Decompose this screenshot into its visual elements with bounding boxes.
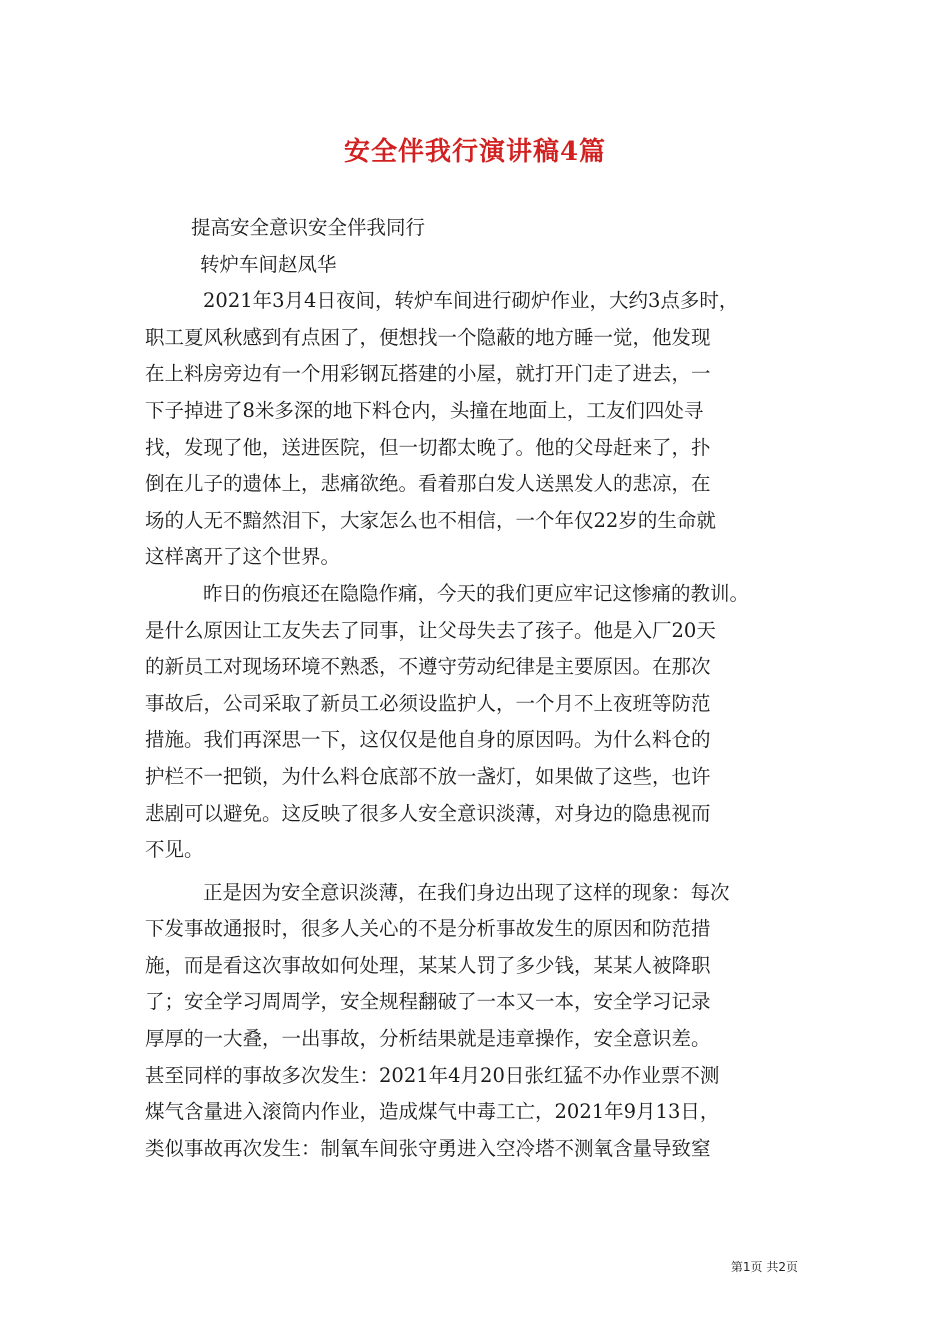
paragraph-3-line-8: 类似事故再次发生：制氧车间张守勇进入空冷塔不测氧含量导致窒 bbox=[145, 1136, 711, 1160]
paragraph-2-line-8: 不见。 bbox=[145, 838, 204, 862]
paragraph-3-line-1: 正是因为安全意识淡薄，在我们身边出现了这样的现象：每次 bbox=[203, 880, 730, 904]
paragraph-3-line-5: 厚厚的一大叠，一出事故，分析结果就是违章操作，安全意识差。 bbox=[145, 1027, 711, 1051]
speech-subtitle: 提高安全意识安全伴我同行 bbox=[191, 216, 426, 239]
paragraph-1-line-1: 2021年3月4日夜间，转炉车间进行砌炉作业，大约3点多时， bbox=[203, 289, 739, 313]
paragraph-2-line-4: 事故后，公司采取了新员工必须设监护人，一个月不上夜班等防范 bbox=[145, 691, 711, 715]
paragraph-2-line-7: 悲剧可以避免。这反映了很多人安全意识淡薄，对身边的隐患视而 bbox=[145, 801, 711, 825]
paragraph-1-line-2: 职工夏风秋感到有点困了，便想找一个隐蔽的地方睡一觉，他发现 bbox=[145, 325, 711, 349]
document-title: 安全伴我行演讲稿4篇 bbox=[343, 137, 607, 167]
paragraph-3-line-6: 甚至同样的事故多次发生：2021年4月20日张红猛不办作业票不测 bbox=[145, 1063, 720, 1087]
paragraph-3-line-4: 了；安全学习周周学，安全规程翻破了一本又一本，安全学习记录 bbox=[145, 990, 711, 1014]
paragraph-2-line-5: 措施。我们再深思一下，这仅仅是他自身的原因吗。为什么料仓的 bbox=[145, 728, 711, 752]
paragraph-1-line-8: 这样离开了这个世界。 bbox=[145, 545, 341, 569]
paragraph-2-line-6: 护栏不一把锁，为什么料仓底部不放一盏灯，如果做了这些，也许 bbox=[145, 764, 711, 788]
paragraph-2-line-3: 的新员工对现场环境不熟悉，不遵守劳动纪律是主要原因。在那次 bbox=[145, 655, 711, 679]
paragraph-1-line-6: 倒在儿子的遗体上，悲痛欲绝。看着那白发人送黑发人的悲凉，在 bbox=[145, 472, 711, 496]
paragraph-3-line-3: 施，而是看这次事故如何处理，某某人罚了多少钱，某某人被降职 bbox=[145, 953, 711, 977]
paragraph-1-line-4: 下子掉进了8米多深的地下料仓内，头撞在地面上，工友们四处寻 bbox=[145, 398, 704, 422]
paragraph-1-line-7: 场的人无不黯然泪下，大家怎么也不相信，一个年仅22岁的生命就 bbox=[145, 508, 716, 532]
paragraph-3-line-7: 煤气含量进入滚筒内作业，造成煤气中毒工亡，2021年9月13日， bbox=[145, 1100, 720, 1124]
paragraph-1-line-3: 在上料房旁边有一个用彩钢瓦搭建的小屋，就打开门走了进去，一 bbox=[145, 362, 711, 386]
paragraph-3-line-2: 下发事故通报时，很多人关心的不是分析事故发生的原因和防范措 bbox=[145, 917, 711, 941]
document-body bbox=[145, 210, 815, 1167]
paragraph-2-line-1: 昨日的伤痕还在隐隐作痛，今天的我们更应牢记这惨痛的教训。 bbox=[203, 581, 750, 605]
page-number-footer: 第1页 共2页 bbox=[730, 1260, 798, 1274]
paragraph-1-line-5: 找，发现了他，送进医院，但一切都太晚了。他的父母赶来了，扑 bbox=[145, 435, 711, 459]
author-line: 转炉车间赵凤华 bbox=[200, 252, 337, 276]
paragraph-2-line-2: 是什么原因让工友失去了同事，让父母失去了孩子。他是入厂20天 bbox=[145, 618, 716, 642]
